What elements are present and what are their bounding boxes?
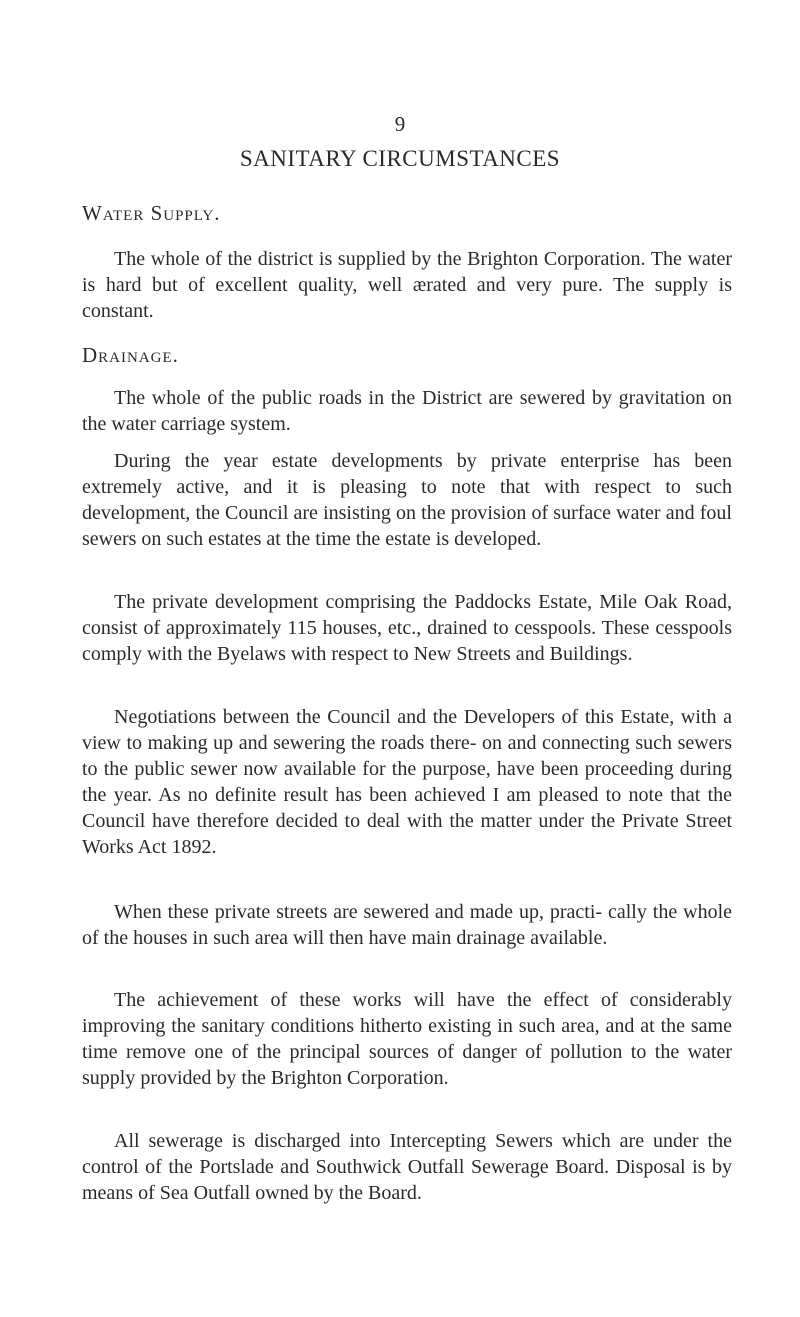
drainage-paragraph-4: Negotiations between the Council and the Developers of this Estate, with a view to making up and sewering the roads there- on and connecting such sewers to the public sewer now available for the purpose, have been proceeding during the year. As no definite result has been achieved I am pleased to note that the Council have therefore decided to deal with the matter under the Private Street Works Act 1892. [82, 706, 732, 858]
page-number: 9 [394, 112, 406, 136]
water-supply-paragraph: The whole of the district is supplied by the Brighton Corporation. The water is hard but of excellent quality, well ærated and very pure. The supply is constant. [82, 248, 732, 322]
section-heading-water-supply: Water Supply. [82, 201, 221, 225]
page-title: SANITARY CIRCUMSTANCES [239, 146, 561, 171]
drainage-paragraph-7: All sewerage is discharged into Intercepting Sewers which are under the control of the Portslade and Southwick Outfall Sewerage Board. Disposal is by means of Sea Outfall owned by the Board. [82, 1130, 732, 1204]
drainage-paragraph-2: During the year estate developments by private enterprise has been extremely active, and it is pleasing to note that with respect to such development, the Council are insisting on the provision of surface water and foul sewers on such estates at the time the estate is developed. [82, 450, 732, 550]
section-heading-drainage: Drainage. [82, 343, 179, 367]
drainage-paragraph-1: The whole of the public roads in the District are sewered by gravitation on the water carriage system. [82, 387, 732, 435]
drainage-paragraph-3: The private development comprising the Paddocks Estate, Mile Oak Road, consist of approximately 115 houses, etc., drained to cesspools. These cesspools comply with the Byelaws with respect to New Streets and Buildings. [82, 591, 732, 665]
drainage-paragraph-5: When these private streets are sewered and made up, practi- cally the whole of the houses in such area will then have main drainage available. [82, 901, 732, 949]
drainage-paragraph-6: The achievement of these works will have the effect of considerably improving the sanitary conditions hitherto existing in such area, and at the same time remove one of the principal sources of danger of pollution to the water supply provided by the Brighton Corporation. [82, 989, 732, 1089]
